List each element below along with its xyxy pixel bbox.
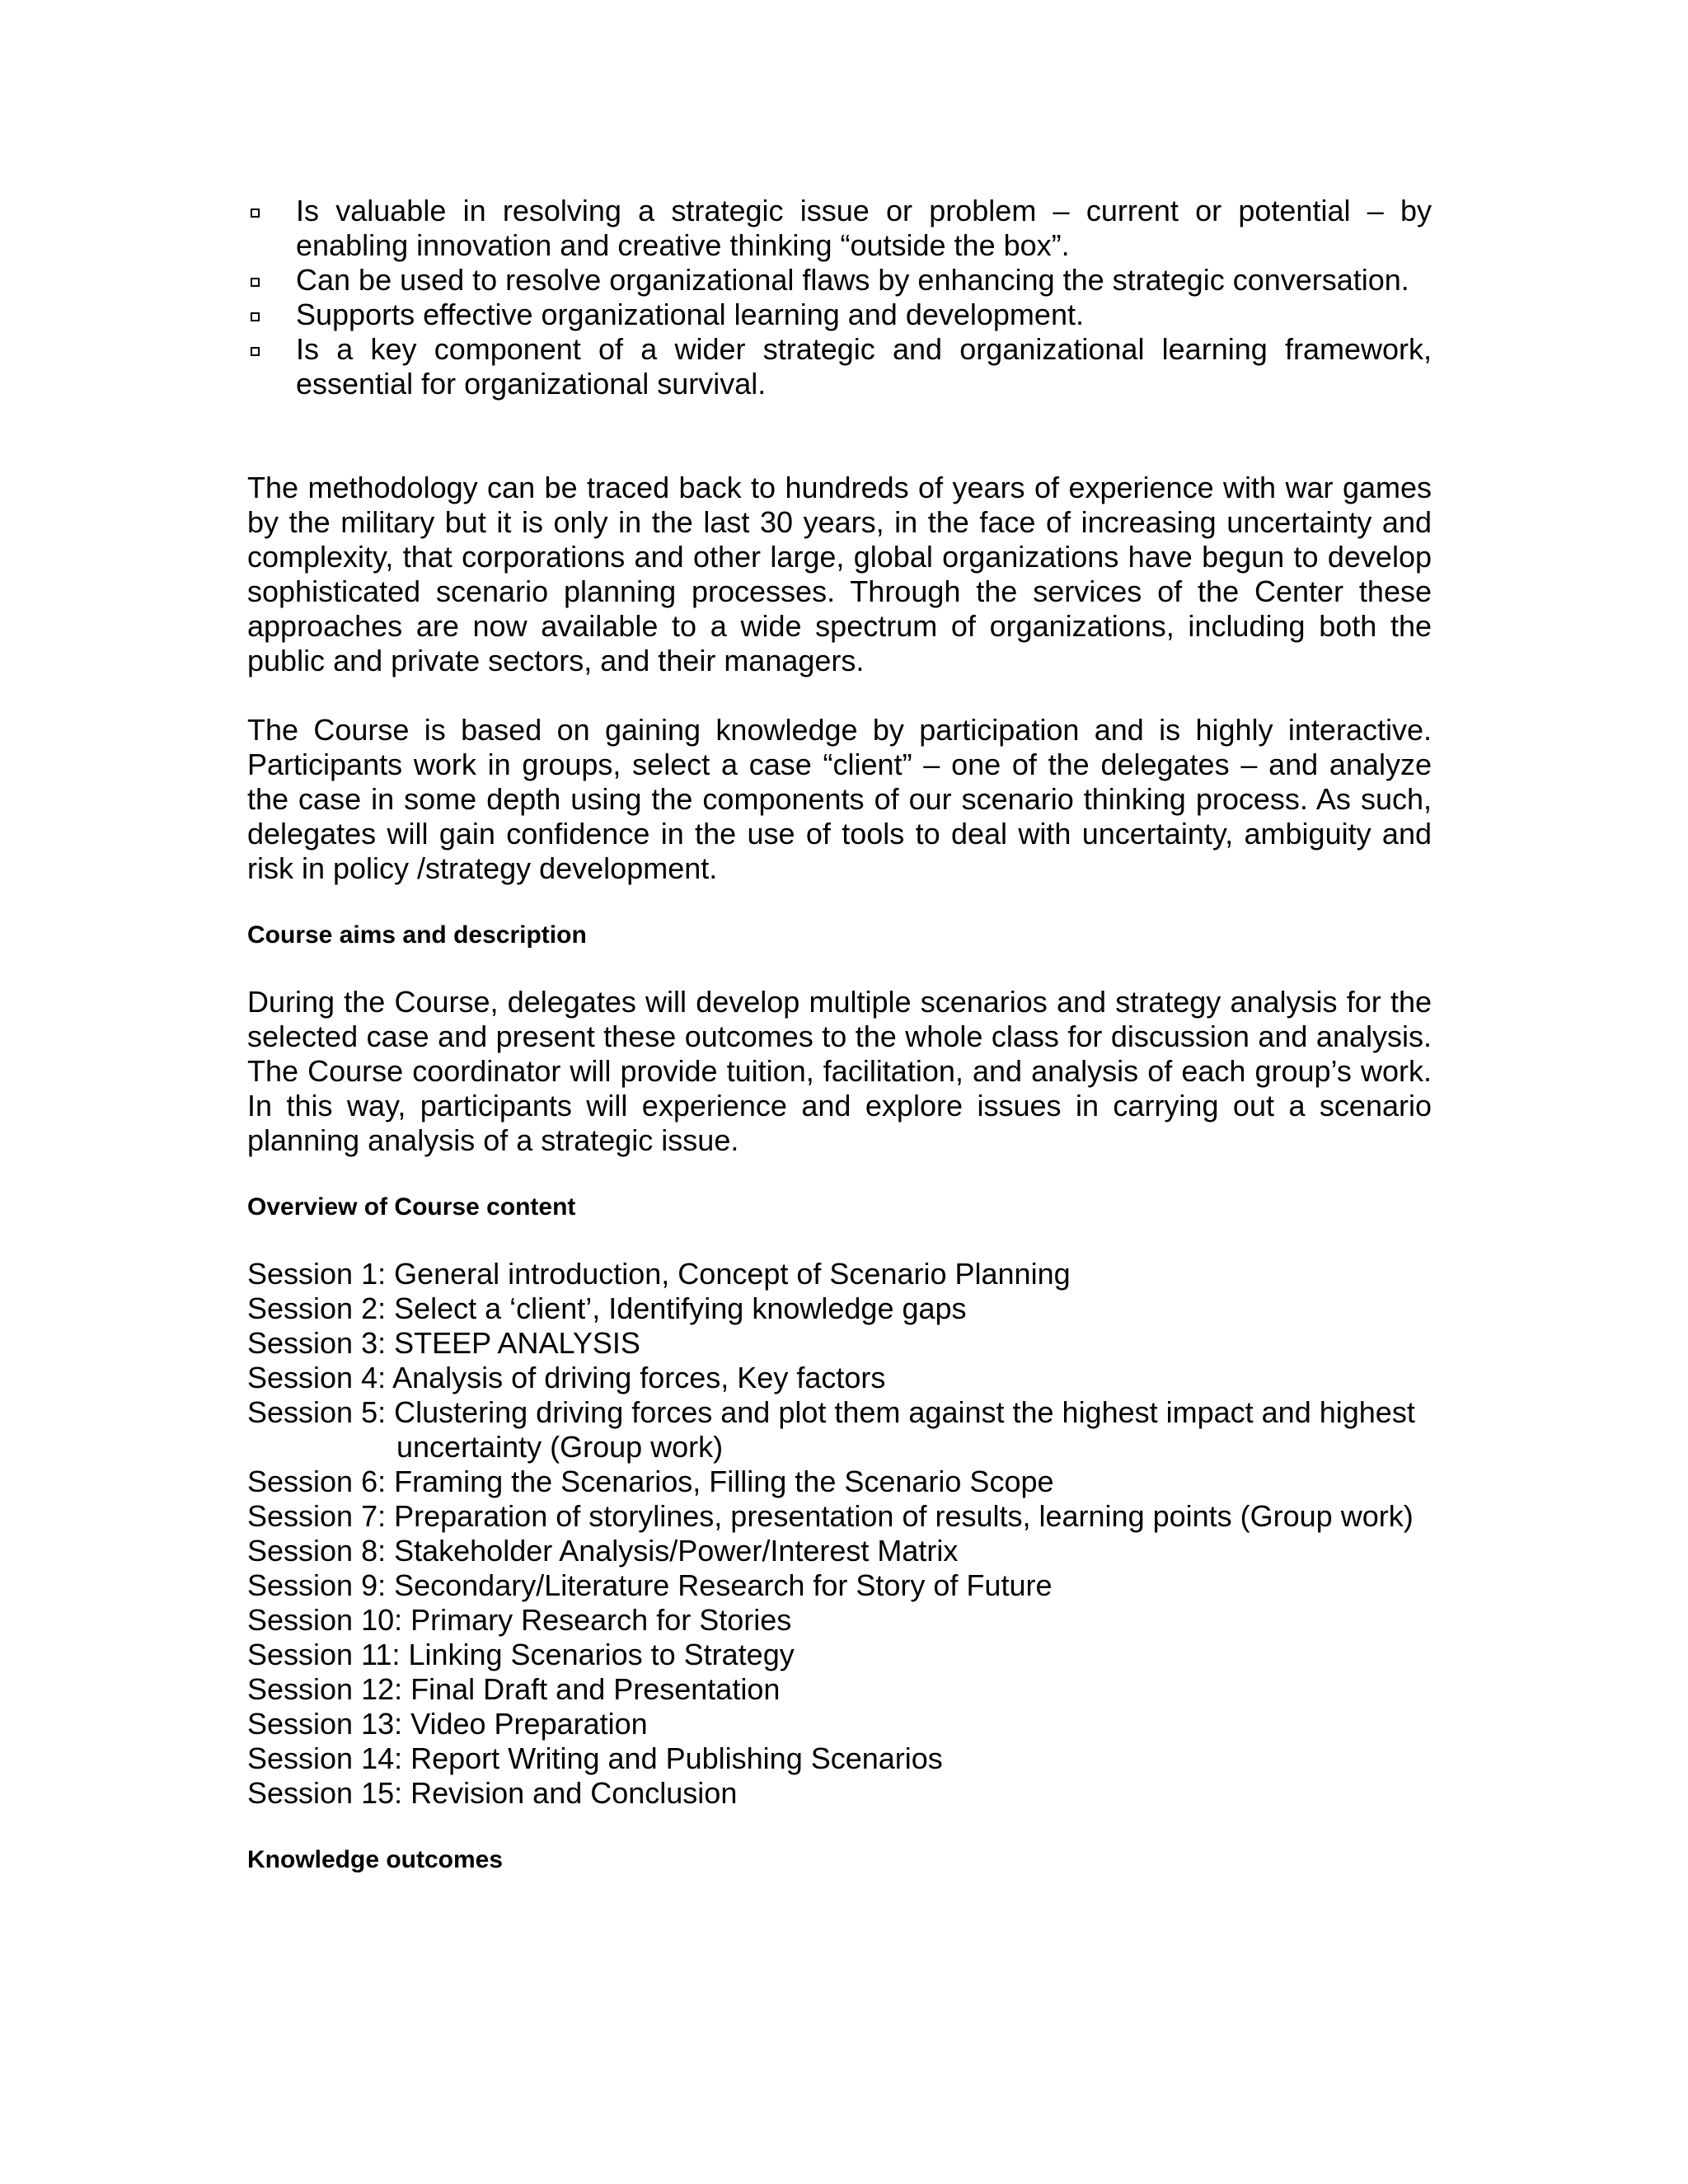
checkbox-bullet-icon [251,312,260,321]
bullet-item [247,298,1432,332]
document-page [247,194,1432,1875]
bullet-item [247,194,1432,263]
spacer [247,1222,1432,1257]
session-item: Session 1: General introduction, Concept of Scenario Planning [247,1257,1071,1291]
session-item: Session 14: Report Writing and Publishing Scenarios [247,1741,943,1775]
during-course-paragraph: During the Course, delegates will develop multiple scenarios and strategy analysis for the selected case and present these outcomes to the whole class for discussion and analysis. The Course coordinator will provide tuition, facilitation, and analysis of each group’s work. In this way, participants will experience and explore issues in carrying out a scenario planning analysis of a strategic issue. [247,985,1432,1157]
session-item: Session 10: Primary Research for Stories [247,1603,792,1637]
session-item: Session 11: Linking Scenarios to Strategy [247,1638,795,1671]
overview-heading: Overview of Course content [247,1193,576,1221]
session-item: Session 4: Analysis of driving forces, Key factors [247,1361,886,1394]
session-item: Session 5: Clustering driving forces and plot them against the highest impact and highest uncertainty (Group work) [247,1395,1415,1464]
bullet-text: Can be used to resolve organizational flaws by enhancing the strategic conversation. [296,263,1409,297]
methodology-paragraph: The methodology can be traced back to hundreds of years of experience with war games by the military but it is only in the last 30 years, in the face of increasing uncertainty and complexity, that corporations and other large, global organizations have begun to develop sophisticated scenario planning processes. Through the services of the Center these approaches are now available to a wide spectrum of organizations, including both the public and private sectors, and their managers. [247,471,1432,677]
session-item: Session 12: Final Draft and Presentation [247,1672,781,1706]
session-item: Session 8: Stakeholder Analysis/Power/Interest Matrix [247,1534,959,1568]
session-item: Session 6: Framing the Scenarios, Filling the Scenario Scope [247,1465,1054,1498]
spacer [247,1811,1432,1845]
session-item: Session 2: Select a ‘client’, Identifying knowledge gaps [247,1291,967,1325]
session-item: Session 13: Video Preparation [247,1707,648,1741]
benefits-bullet-list [247,194,1432,401]
bullet-text: Is a key component of a wider strategic and organizational learning framework, essential for organizational survival. [296,332,1432,401]
checkbox-bullet-icon [251,209,260,218]
spacer [247,950,1432,985]
spacer [247,678,1432,713]
session-list [247,1257,1432,1811]
spacer [247,401,1432,471]
checkbox-bullet-icon [251,278,260,287]
spacer [247,886,1432,921]
bullet-item [247,263,1432,298]
session-item: Session 15: Revision and Conclusion [247,1776,738,1810]
course-based-paragraph: The Course is based on gaining knowledge by participation and is highly interactive. Participants work in groups, select a case “client” – one of the delegates – and analyze the case in some depth using the components of our scenario thinking process. As such, delegates will gain confidence in the use of tools to deal with uncertainty, ambiguity and risk in policy /strategy development. [247,713,1432,885]
session-item: Session 3: STEEP ANALYSIS [247,1326,640,1360]
bullet-item [247,332,1432,401]
checkbox-bullet-icon [251,347,260,356]
bullet-text: Is valuable in resolving a strategic issue or problem – current or potential – by enabling innovation and creative thinking “outside the box”. [296,194,1432,262]
bullet-text: Supports effective organizational learning and development. [296,298,1084,331]
knowledge-outcomes-heading: Knowledge outcomes [247,1846,504,1873]
session-item: Session 9: Secondary/Literature Research for Story of Future [247,1568,1053,1602]
spacer [247,1158,1432,1193]
course-aims-heading: Course aims and description [247,921,587,949]
session-item: Session 7: Preparation of storylines, presentation of results, learning points (Group work) [247,1499,1414,1533]
